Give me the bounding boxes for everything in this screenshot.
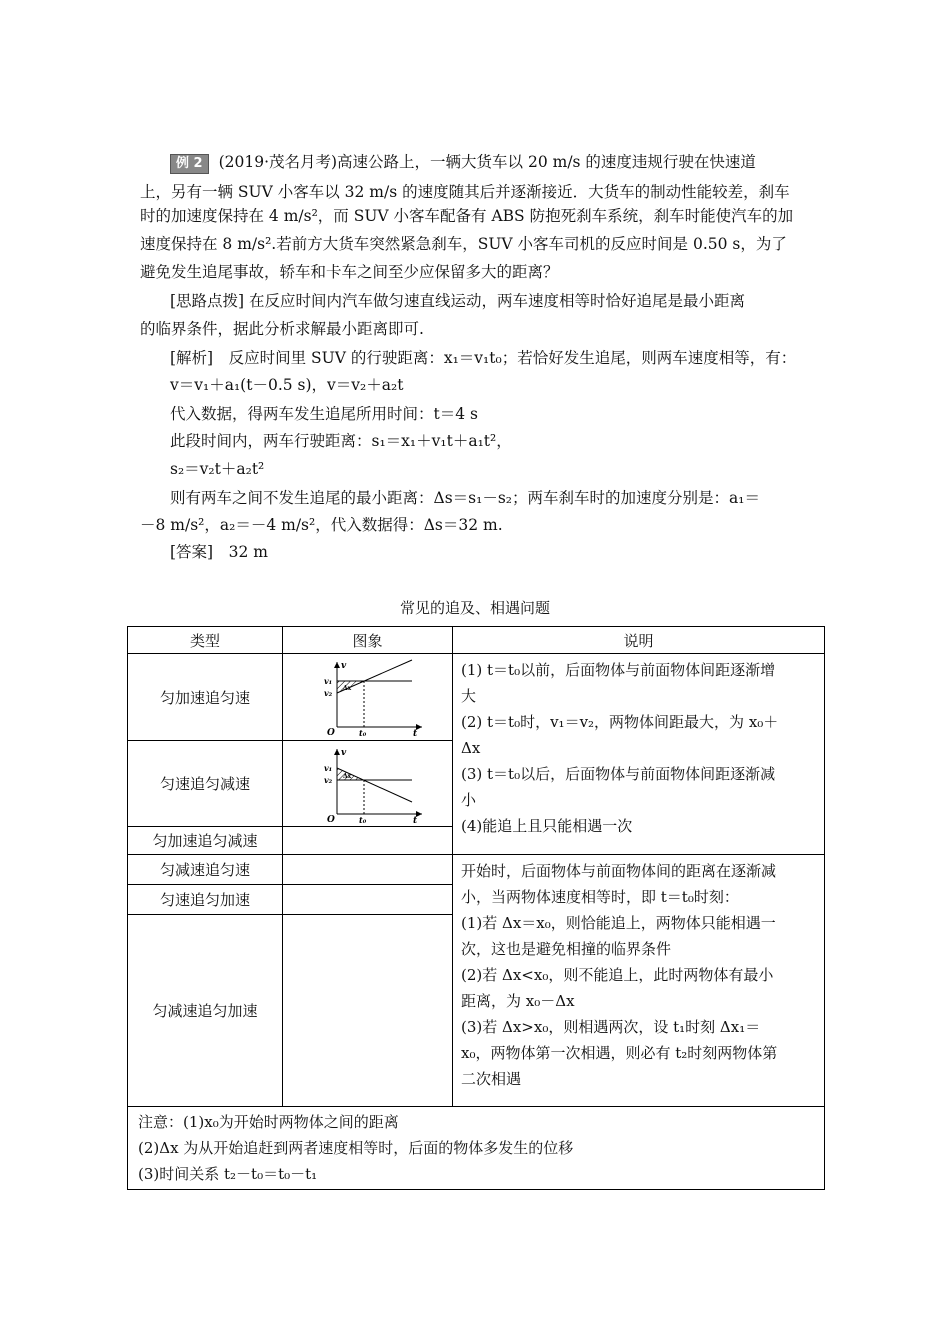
type-cell-3: 匀加速追匀减速	[128, 827, 283, 855]
t-axis-label: t	[412, 729, 417, 737]
solution-line-4: 此段时间内，两车行驶距离：s₁＝x₁＋v₁t＋a₁t²，	[170, 432, 512, 450]
table-row	[128, 654, 825, 741]
graph-cell-6	[283, 915, 453, 1107]
chase-meet-table	[127, 626, 825, 1190]
v2-label: v₂	[323, 688, 332, 698]
desc1-line: (4)能追上且只能相遇一次	[461, 817, 633, 835]
v1-label: v₁	[323, 762, 332, 773]
desc2-line: 开始时，后面物体与前面物体间的距离在逐渐减	[461, 862, 777, 880]
hint-line-2: 的临界条件，据此分析求解最小距离即可.	[140, 320, 424, 338]
type-cell-5: 匀速追匀加速	[128, 885, 283, 915]
v-axis-arrow	[334, 749, 340, 755]
delta-x-label: Δx	[342, 685, 351, 692]
header-desc: 说明	[453, 627, 825, 654]
example-line-5: 避免发生追尾事故，轿车和卡车之间至少应保留多大的距离？	[140, 263, 559, 281]
table-title: 常见的追及、相遇问题	[399, 599, 550, 617]
desc2-line: (3)若 Δx>x₀，则相遇两次，设 t₁时刻 Δx₁＝	[461, 1018, 761, 1036]
graph-cell-3	[283, 827, 453, 855]
type-cell-2: 匀速追匀减速	[128, 741, 283, 827]
desc2-line: 次，这也是避免相撞的临界条件	[461, 940, 672, 958]
desc1-line: 大	[461, 687, 477, 705]
delta-x-label: Δx	[342, 772, 351, 780]
desc-cell-1	[453, 654, 825, 855]
desc2-line: 二次相遇	[461, 1070, 522, 1088]
origin-label: O	[326, 728, 335, 737]
desc1-line: 小	[461, 791, 477, 809]
solution-line-3: 代入数据，得两车发生追尾所用时间：t＝4 s	[170, 405, 478, 423]
solution-line-2: v＝v₁＋a₁(t－0.5 s)，v＝v₂＋a₂t	[170, 376, 404, 394]
solution-line-6: 则有两车之间不发生追尾的最小距离：Δs＝s₁－s₂；两车刹车时的加速度分别是：a₁＝	[170, 489, 760, 507]
table-row	[128, 855, 825, 885]
type-cell-1: 匀加速追匀速	[128, 654, 283, 741]
solution-line-5: s₂＝v₂t＋a₂t²	[170, 460, 265, 478]
desc2-line: (2)若 Δx<x₀，则不能追上，此时两物体有最小	[461, 966, 774, 984]
note-line: (2)Δx 为从开始追赶到两者速度相等时，后面的物体多发生的位移	[138, 1139, 574, 1157]
v-axis-label: v	[340, 661, 346, 671]
example-line-2: 上，另有一辆 SUV 小客车以 32 m/s 的速度随其后并逐渐接近．大货车的制动性能较差，刹车	[140, 183, 790, 201]
graph-cell-5	[283, 885, 453, 915]
desc1-line: (3) t＝t₀以后，后面物体与前面物体间距逐渐减	[461, 765, 776, 783]
example-badge: 例 2	[170, 154, 209, 174]
note-line: (3)时间关系 t₂－t₀＝t₀－t₁	[138, 1165, 318, 1183]
example-line-1	[170, 152, 756, 174]
table-note-row	[128, 1107, 825, 1190]
note-cell	[128, 1107, 825, 1190]
desc1-line: (2) t＝t₀时，v₁＝v₂，两物体间距最大，为 x₀＋	[461, 713, 779, 731]
t0-label: t₀	[358, 728, 366, 737]
v1-label: v₁	[323, 676, 332, 686]
table-header-row	[128, 627, 825, 654]
desc2-line: (1)若 Δx＝x₀，则恰能追上，两物体只能相遇一	[461, 914, 776, 932]
graph-uniform-chase-decelerate	[312, 744, 424, 824]
desc1-line: (1) t＝t₀以前，后面物体与前面物体间距逐渐增	[461, 661, 776, 679]
graph-cell-1	[283, 654, 453, 741]
type-cell-6: 匀减速追匀加速	[128, 915, 283, 1107]
example-line-4: 速度保持在 8 m/s².若前方大货车突然紧急刹车，SUV 小客车司机的反应时间是 0.50 s，为了	[140, 235, 787, 253]
solution-line-1: [解析] 反应时间里 SUV 的行驶距离：x₁＝v₁t₀；若恰好发生追尾，则两车速度相等，有：	[170, 349, 797, 367]
graph-cell-4	[283, 855, 453, 885]
header-graph: 图象	[283, 627, 453, 654]
hint-line-1: [思路点拨] 在反应时间内汽车做匀速直线运动，两车速度相等时恰好追尾是最小距离	[170, 292, 746, 310]
desc1-line: Δx	[461, 739, 481, 757]
type-cell-4: 匀减速追匀速	[128, 855, 283, 885]
origin-label: O	[326, 814, 335, 824]
v2-label: v₂	[323, 774, 332, 785]
t0-label: t₀	[358, 814, 366, 824]
desc-cell-2	[453, 855, 825, 1107]
graph-cell-2	[283, 741, 453, 827]
desc2-line: x₀，两物体第一次相遇，则必有 t₂时刻两物体第	[461, 1044, 778, 1062]
graph-accelerate-chase-uniform	[312, 657, 424, 737]
t-axis-label: t	[412, 815, 417, 824]
solution-line-7: －8 m/s²，a₂＝－4 m/s²，代入数据得：Δs＝32 m.	[140, 516, 503, 534]
desc2-line: 距离，为 x₀－Δx	[461, 992, 575, 1010]
v-axis-label: v	[340, 747, 346, 758]
header-type: 类型	[128, 627, 283, 654]
note-line: 注意：(1)x₀为开始时两物体之间的距离	[138, 1113, 399, 1131]
desc2-line: 小，当两物体速度相等时，即 t＝t₀时刻：	[461, 888, 739, 906]
example-line-3: 时的加速度保持在 4 m/s²，而 SUV 小客车配备有 ABS 防抱死刹车系统，刹车时能使汽车的加	[140, 207, 794, 225]
v-axis-arrow	[334, 662, 340, 668]
answer-line: [答案] 32 m	[170, 543, 268, 561]
example-text-1: (2019·茂名月考)高速公路上，一辆大货车以 20 m/s 的速度违规行驶在快速道	[218, 153, 756, 171]
